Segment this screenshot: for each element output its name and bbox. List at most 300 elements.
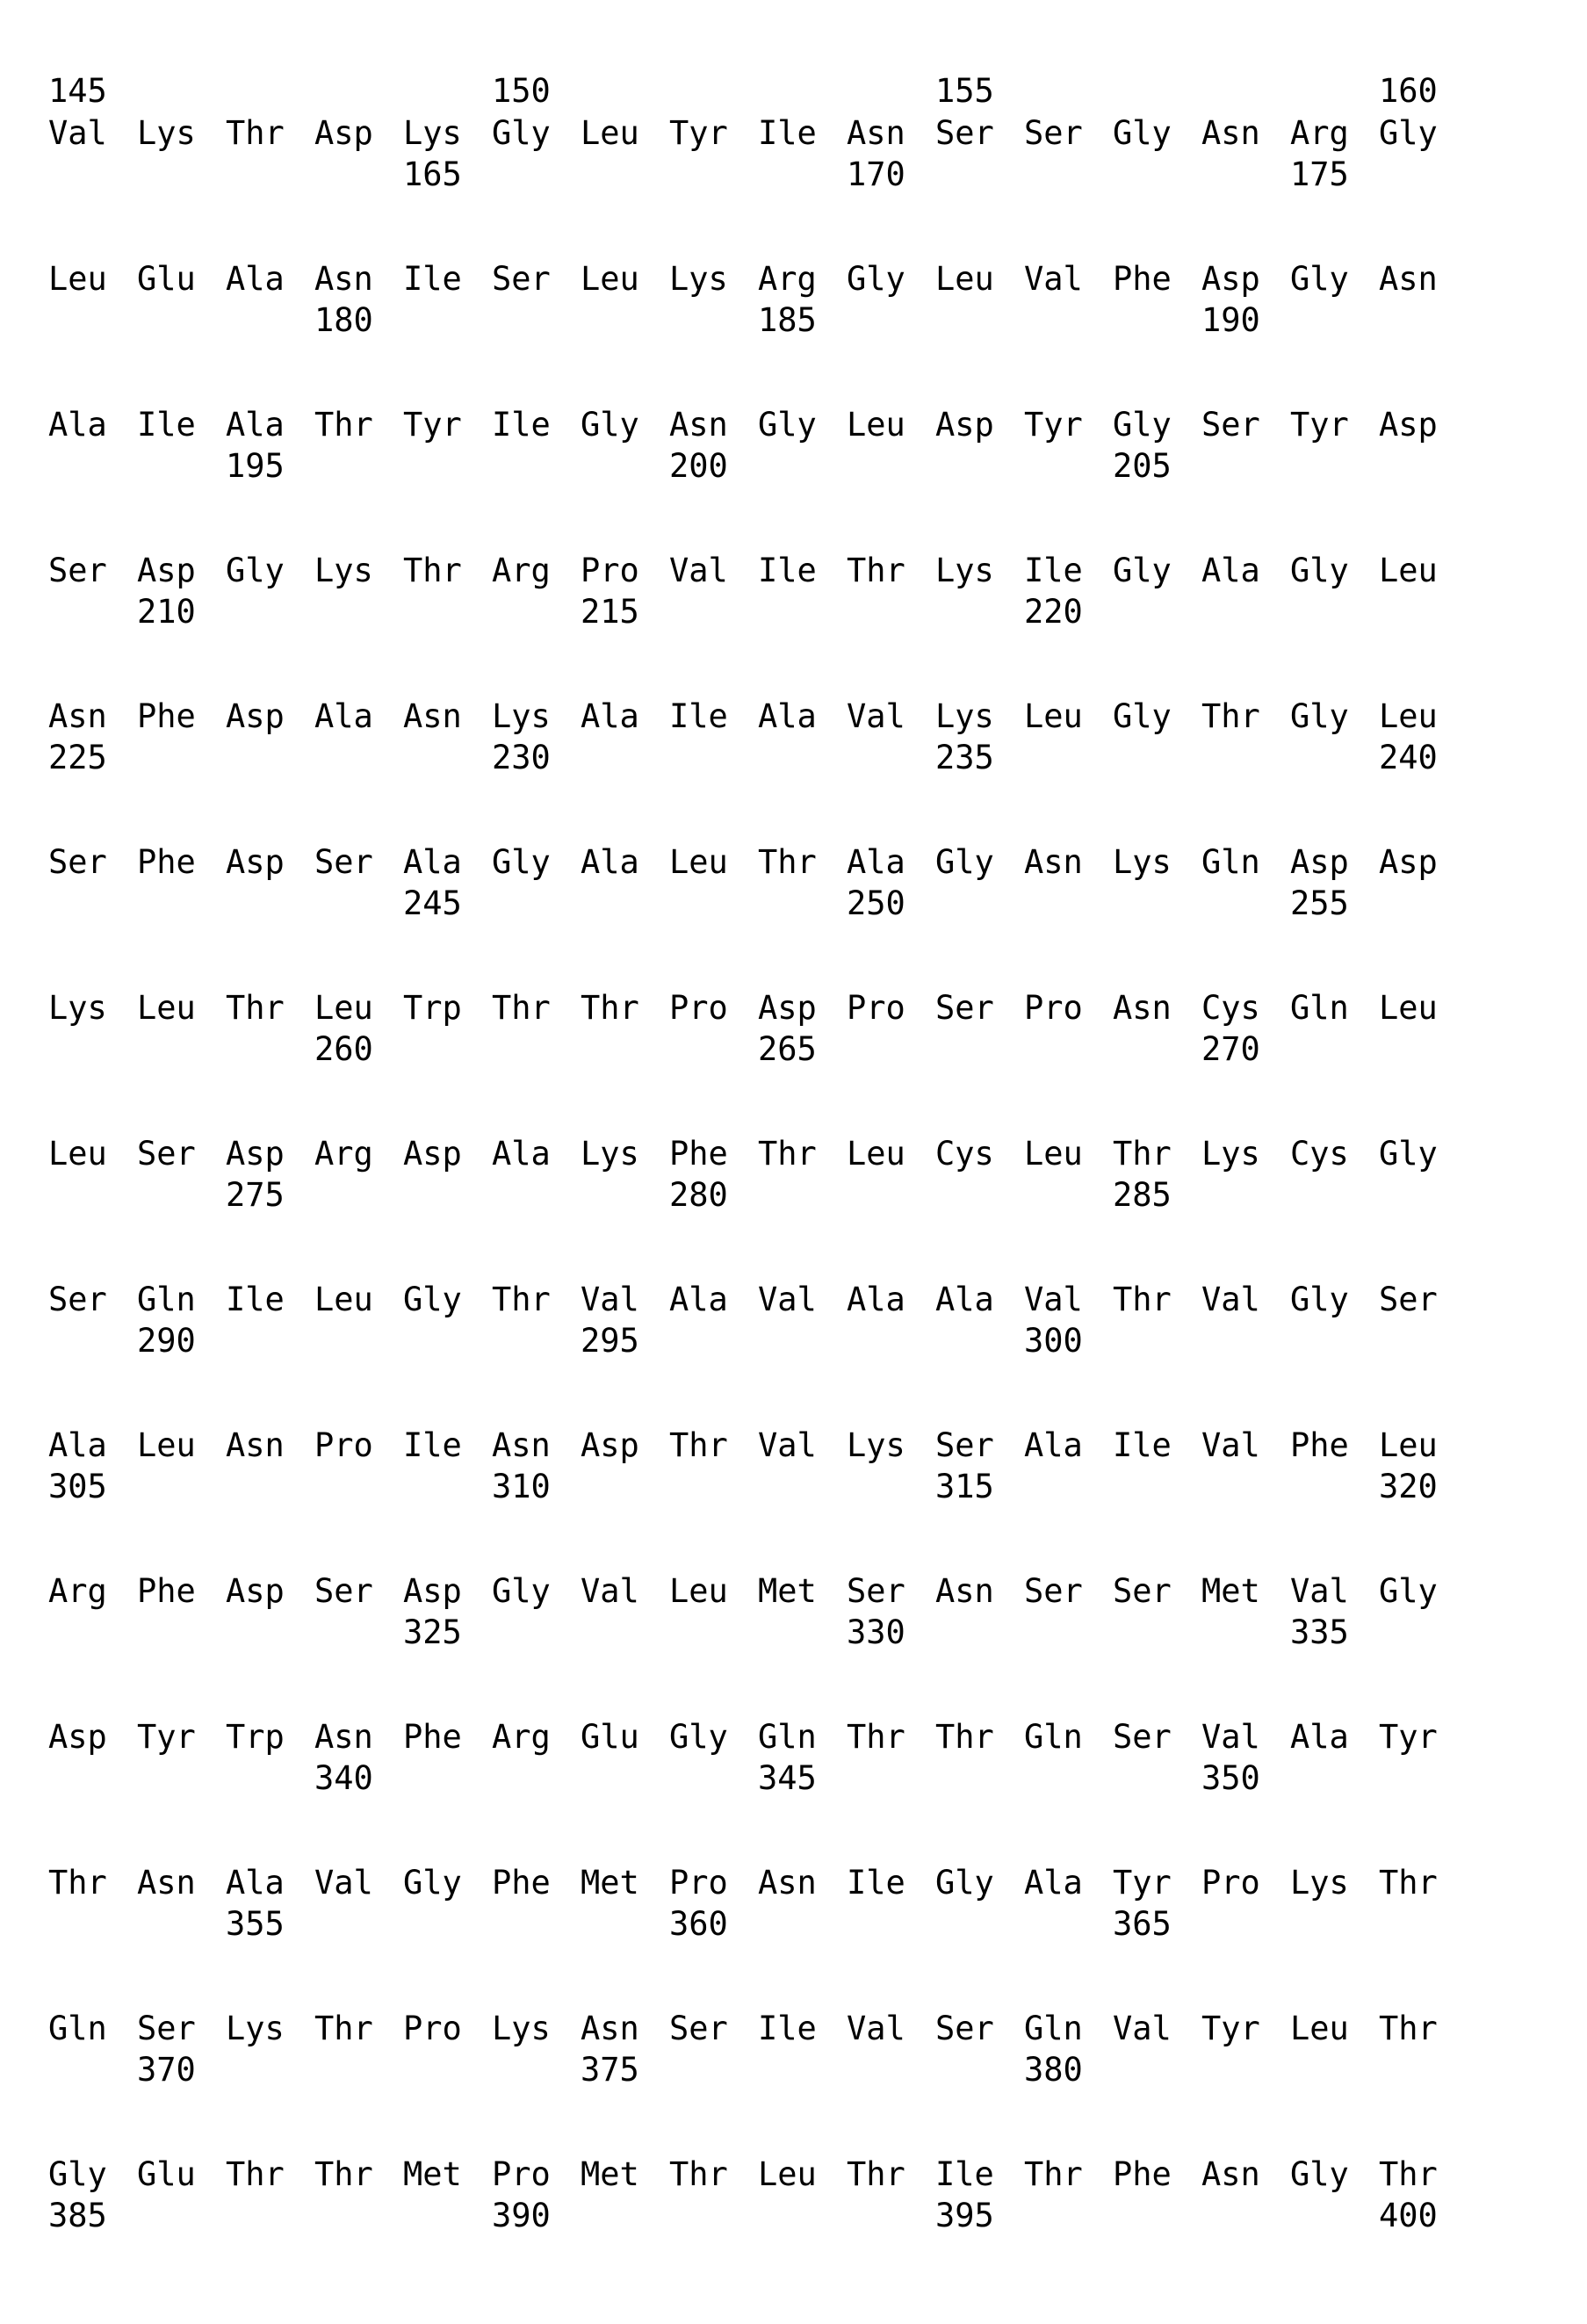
residue: Asn xyxy=(226,1426,285,1464)
sequence-row xyxy=(48,1718,1539,1864)
position-number: 175 xyxy=(1290,155,1349,193)
residue: Gly xyxy=(1290,260,1349,298)
residue: Val xyxy=(1201,1426,1260,1464)
position-number: 315 xyxy=(935,1468,994,1505)
residue: Thr xyxy=(226,2155,285,2193)
residue: Leu xyxy=(1379,1426,1438,1464)
residue: Ala xyxy=(847,843,905,881)
residue: Met xyxy=(1201,1572,1260,1610)
residue: Val xyxy=(758,1281,817,1318)
residue: Gln xyxy=(137,1281,196,1318)
residue: Gly xyxy=(1379,114,1438,152)
residue: Ile xyxy=(669,697,728,735)
residue: Gly xyxy=(1290,697,1349,735)
residue: Tyr xyxy=(1113,1864,1172,1902)
residue: Ser xyxy=(1379,1281,1438,1318)
residue-row xyxy=(48,989,1539,1027)
residue: Gly xyxy=(492,843,551,881)
residue: Tyr xyxy=(1290,406,1349,444)
residue: Gly xyxy=(1290,2155,1349,2193)
position-number: 320 xyxy=(1379,1468,1438,1505)
residue: Leu xyxy=(758,2155,817,2193)
residue: Ile xyxy=(758,552,817,589)
residue: Arg xyxy=(758,260,817,298)
residue: Leu xyxy=(581,260,639,298)
residue: Asn xyxy=(847,114,905,152)
residue: Thr xyxy=(226,114,285,152)
sequence-row xyxy=(48,1135,1539,1281)
position-number: 240 xyxy=(1379,739,1438,776)
position-number: 225 xyxy=(48,739,107,776)
residue: Asp xyxy=(758,989,817,1027)
position-number: 150 xyxy=(492,72,551,110)
residue: Ser xyxy=(48,552,107,589)
residue: Leu xyxy=(1379,989,1438,1027)
position-number-row xyxy=(48,447,1539,487)
residue: Arg xyxy=(492,1718,551,1756)
residue: Thr xyxy=(758,1135,817,1173)
residue: Lys xyxy=(1201,1135,1260,1173)
position-number: 380 xyxy=(1024,2051,1083,2089)
residue-row xyxy=(48,1572,1539,1610)
residue: Thr xyxy=(492,989,551,1027)
position-number-row xyxy=(48,1468,1539,1507)
position-number: 250 xyxy=(847,884,905,922)
residue: Leu xyxy=(847,406,905,444)
residue: Val xyxy=(1113,2010,1172,2047)
position-number: 160 xyxy=(1379,72,1438,110)
position-number-row xyxy=(48,884,1539,924)
residue: Asp xyxy=(1379,843,1438,881)
residue: Gly xyxy=(492,114,551,152)
residue: Ala xyxy=(403,843,462,881)
residue: Phe xyxy=(1290,1426,1349,1464)
residue: Leu xyxy=(1024,697,1083,735)
residue: Gly xyxy=(847,260,905,298)
residue: Met xyxy=(581,1864,639,1902)
residue: Thr xyxy=(847,552,905,589)
position-number-row xyxy=(48,739,1539,778)
residue: Ala xyxy=(1024,1426,1083,1464)
residue: Pro xyxy=(669,1864,728,1902)
residue: Asn xyxy=(581,2010,639,2047)
residue: Ile xyxy=(847,1864,905,1902)
position-number: 305 xyxy=(48,1468,107,1505)
residue-row xyxy=(48,1864,1539,1902)
residue: Leu xyxy=(48,260,107,298)
sequence-blocks xyxy=(48,114,1539,2301)
position-number: 340 xyxy=(314,1759,373,1797)
residue: Cys xyxy=(1290,1135,1349,1173)
residue: Tyr xyxy=(1201,2010,1260,2047)
position-number: 375 xyxy=(581,2051,639,2089)
position-number: 395 xyxy=(935,2197,994,2234)
position-number-row xyxy=(48,155,1539,195)
residue: Asn xyxy=(1024,843,1083,881)
sequence-row xyxy=(48,843,1539,989)
residue: Leu xyxy=(669,843,728,881)
residue: Lys xyxy=(403,114,462,152)
residue: Ile xyxy=(403,1426,462,1464)
residue: Gly xyxy=(1113,697,1172,735)
residue: Ala xyxy=(1024,1864,1083,1902)
residue: Pro xyxy=(403,2010,462,2047)
residue: Ser xyxy=(1113,1718,1172,1756)
residue: Arg xyxy=(492,552,551,589)
residue-row xyxy=(48,697,1539,735)
residue: Leu xyxy=(1379,552,1438,589)
residue: Thr xyxy=(1113,1135,1172,1173)
position-number: 335 xyxy=(1290,1613,1349,1651)
residue: Ser xyxy=(48,1281,107,1318)
position-number: 190 xyxy=(1201,301,1260,339)
residue: Ser xyxy=(1201,406,1260,444)
residue: Asp xyxy=(137,552,196,589)
sequence-row xyxy=(48,1426,1539,1572)
residue: Thr xyxy=(669,1426,728,1464)
residue: Val xyxy=(1201,1281,1260,1318)
sequence-row xyxy=(48,2010,1539,2155)
residue: Asp xyxy=(48,1718,107,1756)
residue: Val xyxy=(847,697,905,735)
residue: Thr xyxy=(314,406,373,444)
residue: Leu xyxy=(1379,697,1438,735)
residue: Thr xyxy=(226,989,285,1027)
residue: Asp xyxy=(403,1135,462,1173)
position-number: 365 xyxy=(1113,1905,1172,1943)
residue: Thr xyxy=(403,552,462,589)
residue: Ile xyxy=(137,406,196,444)
residue: Asn xyxy=(403,697,462,735)
residue-row xyxy=(48,1135,1539,1173)
residue-row xyxy=(48,843,1539,881)
position-number: 385 xyxy=(48,2197,107,2234)
residue: Ser xyxy=(847,1572,905,1610)
position-number: 295 xyxy=(581,1322,639,1360)
residue-row xyxy=(48,2010,1539,2047)
residue: Thr xyxy=(1024,2155,1083,2193)
position-number: 290 xyxy=(137,1322,196,1360)
residue: Arg xyxy=(314,1135,373,1173)
residue-row xyxy=(48,1426,1539,1464)
residue: Val xyxy=(669,552,728,589)
position-number-row xyxy=(48,1322,1539,1361)
position-number: 235 xyxy=(935,739,994,776)
position-number: 345 xyxy=(758,1759,817,1797)
residue: Trp xyxy=(226,1718,285,1756)
residue: Leu xyxy=(137,989,196,1027)
position-number: 300 xyxy=(1024,1322,1083,1360)
residue: Gly xyxy=(669,1718,728,1756)
residue: Thr xyxy=(492,1281,551,1318)
position-number: 245 xyxy=(403,884,462,922)
residue: Gly xyxy=(1379,1572,1438,1610)
residue: Lys xyxy=(581,1135,639,1173)
residue: Lys xyxy=(935,552,994,589)
residue-row xyxy=(48,1718,1539,1756)
residue: Thr xyxy=(847,1718,905,1756)
residue-row xyxy=(48,2155,1539,2193)
residue: Gln xyxy=(1290,989,1349,1027)
residue: Gly xyxy=(1113,552,1172,589)
position-number-row xyxy=(48,2051,1539,2090)
residue: Gly xyxy=(403,1281,462,1318)
residue: Ser xyxy=(314,1572,373,1610)
position-number: 390 xyxy=(492,2197,551,2234)
sequence-row xyxy=(48,989,1539,1135)
residue: Arg xyxy=(1290,114,1349,152)
residue: Glu xyxy=(581,1718,639,1756)
residue: Tyr xyxy=(403,406,462,444)
residue: Leu xyxy=(1290,2010,1349,2047)
residue: Asn xyxy=(314,260,373,298)
residue: Phe xyxy=(137,697,196,735)
residue: Phe xyxy=(492,1864,551,1902)
residue: Phe xyxy=(137,1572,196,1610)
residue: Thr xyxy=(935,1718,994,1756)
residue: Pro xyxy=(492,2155,551,2193)
residue: Phe xyxy=(669,1135,728,1173)
residue: Tyr xyxy=(669,114,728,152)
position-number: 230 xyxy=(492,739,551,776)
residue: Thr xyxy=(847,2155,905,2193)
residue: Gln xyxy=(1024,1718,1083,1756)
residue: Thr xyxy=(1113,1281,1172,1318)
residue: Gly xyxy=(1113,114,1172,152)
residue: Phe xyxy=(137,843,196,881)
residue-row xyxy=(48,114,1539,152)
residue: Gly xyxy=(48,2155,107,2193)
sequence-row xyxy=(48,406,1539,552)
residue: Thr xyxy=(314,2010,373,2047)
residue: Ala xyxy=(1201,552,1260,589)
residue: Leu xyxy=(935,260,994,298)
residue: Glu xyxy=(137,2155,196,2193)
residue: Lys xyxy=(847,1426,905,1464)
position-number: 310 xyxy=(492,1468,551,1505)
position-number: 155 xyxy=(935,72,994,110)
residue: Leu xyxy=(137,1426,196,1464)
sequence-row xyxy=(48,1281,1539,1426)
residue: Ser xyxy=(492,260,551,298)
residue: Met xyxy=(581,2155,639,2193)
residue: Tyr xyxy=(1024,406,1083,444)
residue: Lys xyxy=(48,989,107,1027)
residue: Ala xyxy=(492,1135,551,1173)
residue: Lys xyxy=(1113,843,1172,881)
position-number: 260 xyxy=(314,1030,373,1068)
residue: Ala xyxy=(226,260,285,298)
position-number-row xyxy=(48,1030,1539,1070)
position-number-row xyxy=(48,1613,1539,1653)
residue: Tyr xyxy=(1379,1718,1438,1756)
residue: Lys xyxy=(935,697,994,735)
residue: Ala xyxy=(48,406,107,444)
residue: Gly xyxy=(403,1864,462,1902)
residue: Thr xyxy=(669,2155,728,2193)
residue: Asp xyxy=(226,1135,285,1173)
position-number: 265 xyxy=(758,1030,817,1068)
residue: Asn xyxy=(758,1864,817,1902)
residue: Lys xyxy=(1290,1864,1349,1902)
residue: Thr xyxy=(1379,2010,1438,2047)
residue: Asn xyxy=(137,1864,196,1902)
position-number: 355 xyxy=(226,1905,285,1943)
residue: Leu xyxy=(847,1135,905,1173)
position-number: 185 xyxy=(758,301,817,339)
position-number: 220 xyxy=(1024,593,1083,631)
position-number: 195 xyxy=(226,447,285,485)
position-number: 270 xyxy=(1201,1030,1260,1068)
residue: Val xyxy=(847,2010,905,2047)
residue: Gln xyxy=(1024,2010,1083,2047)
residue: Ala xyxy=(1290,1718,1349,1756)
residue: Ala xyxy=(48,1426,107,1464)
residue: Asp xyxy=(226,1572,285,1610)
residue: Pro xyxy=(314,1426,373,1464)
residue: Gly xyxy=(1290,552,1349,589)
residue: Asn xyxy=(1379,260,1438,298)
residue: Thr xyxy=(758,843,817,881)
residue: Gln xyxy=(48,2010,107,2047)
sequence-row xyxy=(48,1572,1539,1718)
sequence-row xyxy=(48,1864,1539,2010)
residue: Val xyxy=(581,1281,639,1318)
residue: Asp xyxy=(226,697,285,735)
residue: Ser xyxy=(1024,1572,1083,1610)
residue: Lys xyxy=(669,260,728,298)
position-number: 400 xyxy=(1379,2197,1438,2234)
residue: Lys xyxy=(137,114,196,152)
sequence-row xyxy=(48,697,1539,843)
position-number: 360 xyxy=(669,1905,728,1943)
residue: Pro xyxy=(1024,989,1083,1027)
residue: Gly xyxy=(492,1572,551,1610)
residue: Pro xyxy=(581,552,639,589)
residue: Pro xyxy=(669,989,728,1027)
residue: Lys xyxy=(226,2010,285,2047)
residue: Ile xyxy=(1024,552,1083,589)
position-number: 205 xyxy=(1113,447,1172,485)
residue: Ile xyxy=(492,406,551,444)
residue: Thr xyxy=(1379,2155,1438,2193)
residue: Ala xyxy=(581,697,639,735)
position-number-row xyxy=(48,1176,1539,1216)
residue: Ser xyxy=(935,2010,994,2047)
residue: Gly xyxy=(935,843,994,881)
residue: Met xyxy=(403,2155,462,2193)
residue: Gly xyxy=(758,406,817,444)
position-number-row xyxy=(48,301,1539,341)
residue: Gln xyxy=(758,1718,817,1756)
position-number-row xyxy=(48,2197,1539,2236)
residue: Ala xyxy=(935,1281,994,1318)
residue: Lys xyxy=(492,2010,551,2047)
residue: Asn xyxy=(492,1426,551,1464)
residue: Tyr xyxy=(137,1718,196,1756)
residue: Leu xyxy=(314,989,373,1027)
residue-row xyxy=(48,406,1539,444)
residue: Cys xyxy=(935,1135,994,1173)
residue-row xyxy=(48,260,1539,298)
residue: Ser xyxy=(48,843,107,881)
residue: Val xyxy=(1201,1718,1260,1756)
residue: Ser xyxy=(1113,1572,1172,1610)
position-number: 350 xyxy=(1201,1759,1260,1797)
residue: Ala xyxy=(581,843,639,881)
residue: Asp xyxy=(403,1572,462,1610)
residue: Asn xyxy=(48,697,107,735)
residue: Gly xyxy=(226,552,285,589)
sequence-row xyxy=(48,114,1539,260)
residue: Asp xyxy=(935,406,994,444)
residue: Val xyxy=(48,114,107,152)
residue: Lys xyxy=(314,552,373,589)
residue: Ala xyxy=(226,406,285,444)
residue: Asp xyxy=(1201,260,1260,298)
position-number-row xyxy=(48,1905,1539,1945)
position-number: 370 xyxy=(137,2051,196,2089)
residue: Cys xyxy=(1201,989,1260,1027)
position-number: 145 xyxy=(48,72,107,110)
residue: Thr xyxy=(1379,1864,1438,1902)
residue: Ala xyxy=(847,1281,905,1318)
residue: Ser xyxy=(935,989,994,1027)
residue: Asn xyxy=(1113,989,1172,1027)
residue: Asp xyxy=(226,843,285,881)
residue: Ile xyxy=(935,2155,994,2193)
residue: Ser xyxy=(314,843,373,881)
residue: Ser xyxy=(137,2010,196,2047)
residue: Ala xyxy=(758,697,817,735)
residue: Asp xyxy=(581,1426,639,1464)
residue: Val xyxy=(1024,260,1083,298)
residue: Gln xyxy=(1201,843,1260,881)
residue: Asn xyxy=(935,1572,994,1610)
residue: Pro xyxy=(1201,1864,1260,1902)
residue: Thr xyxy=(581,989,639,1027)
residue: Leu xyxy=(314,1281,373,1318)
residue: Ile xyxy=(226,1281,285,1318)
residue: Asn xyxy=(314,1718,373,1756)
residue: Val xyxy=(581,1572,639,1610)
residue: Leu xyxy=(581,114,639,152)
residue: Trp xyxy=(403,989,462,1027)
residue: Phe xyxy=(1113,260,1172,298)
position-number: 325 xyxy=(403,1613,462,1651)
residue: Gly xyxy=(1290,1281,1349,1318)
sequence-row xyxy=(48,2155,1539,2301)
residue: Ser xyxy=(935,114,994,152)
residue: Thr xyxy=(1201,697,1260,735)
residue: Asp xyxy=(314,114,373,152)
residue: Pro xyxy=(847,989,905,1027)
residue: Gly xyxy=(1113,406,1172,444)
residue-row xyxy=(48,552,1539,589)
residue: Val xyxy=(1290,1572,1349,1610)
residue: Ala xyxy=(226,1864,285,1902)
residue: Gly xyxy=(1379,1135,1438,1173)
residue: Lys xyxy=(492,697,551,735)
residue: Ser xyxy=(669,2010,728,2047)
residue: Asn xyxy=(669,406,728,444)
residue: Asp xyxy=(1290,843,1349,881)
residue: Ser xyxy=(935,1426,994,1464)
residue: Asn xyxy=(1201,2155,1260,2193)
residue: Ile xyxy=(403,260,462,298)
residue: Asp xyxy=(1379,406,1438,444)
residue: Val xyxy=(1024,1281,1083,1318)
